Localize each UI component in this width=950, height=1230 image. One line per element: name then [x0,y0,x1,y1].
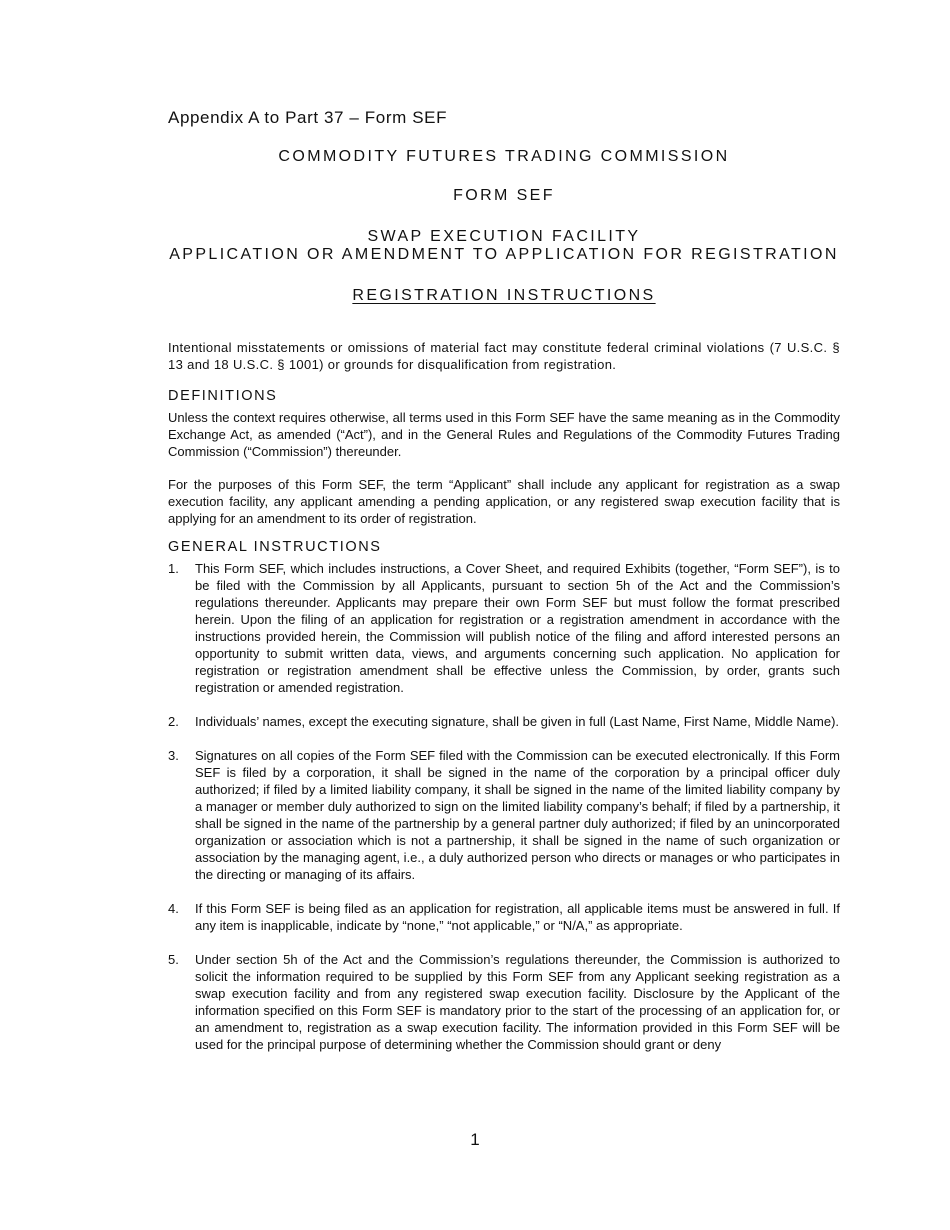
definitions-heading: DEFINITIONS [168,388,278,404]
warning-notice: Intentional misstatements or omissions of material fact may constitute federal criminal violations (7 U.S.C. § 13 and 18 U.S.C. § 1001) or grounds for disqualification from registration. [168,340,840,372]
list-item-number: 1. [168,561,179,576]
definitions-paragraph: For the purposes of this Form SEF, the term “Applicant” shall include any applicant for registration as a swap execution facility, any applicant amending a pending application, or any registered swap execution facility that is applying for an amendment to its order of registration. [168,477,840,526]
list-item [168,560,840,696]
list-item-number: 5. [168,952,179,967]
facility-title: SWAP EXECUTION FACILITY [367,228,641,245]
list-item-text: Signatures on all copies of the Form SEF filed with the Commission can be executed electronically. If this Form SEF is filed by a corporation, it shall be signed in the name of the corporation by a principal officer duly authorized; if filed by a limited liability company, it shall be signed in the name of the limited liability company by a manager or member duly authorized to sign on the limited liability company’s behalf; if filed by a partnership, it shall be signed in the name of the partnership by a general partner duly authorized; if filed by an unincorporated organization or association which is not a partnership, it shall be signed in the name of such organization or association by the managing agent, i.e., a duly authorized person who directs or manages or who participates in the directing or managing of its affairs. [195,748,840,882]
list-item-number: 2. [168,714,179,729]
list-item [168,747,840,883]
document-page [168,108,840,1070]
list-item-text: Under section 5h of the Act and the Commission’s regulations thereunder, the Commission is authorized to solicit the information required to be supplied by this Form SEF from any Applicant seeking registration as a swap execution facility and from any registered swap execution facility. Disclosure by the Applicant of the information specified on this Form SEF is mandatory prior to the start of the processing of an application for, or an amendment to, registration as a swap execution facility. The information provided in this Form SEF will be used for the principal purpose of determining whether the Commission should grant or deny [195,952,840,1052]
agency-name: COMMODITY FUTURES TRADING COMMISSION [278,148,730,165]
list-item [168,900,840,934]
form-name: FORM SEF [453,187,555,204]
list-item-number: 4. [168,901,179,916]
list-item [168,713,840,730]
list-item-number: 3. [168,748,179,763]
appendix-title: Appendix A to Part 37 – Form SEF [168,108,448,127]
list-item-text: If this Form SEF is being filed as an application for registration, all applicable items must be answered in full. If any item is inapplicable, indicate by “none,” “not applicable,” or “N/A,” as appropriate. [195,901,840,933]
general-instructions-heading: GENERAL INSTRUCTIONS [168,539,382,555]
registration-instructions-title: REGISTRATION INSTRUCTIONS [352,287,656,304]
list-item [168,951,840,1053]
definitions-paragraph: Unless the context requires otherwise, all terms used in this Form SEF have the same meaning as in the Commodity Exchange Act, as amended (“Act”), and in the General Rules and Regulations of the Commodity Futures Trading Commission (“Commission”) thereunder. [168,410,840,459]
list-item-text: Individuals’ names, except the executing signature, shall be given in full (Last Name, First Name, Middle Name). [195,714,840,729]
list-item-text: This Form SEF, which includes instructions, a Cover Sheet, and required Exhibits (together, “Form SEF”), is to be filed with the Commission by all Applicants, pursuant to section 5h of the Act and the Commission’s regulations thereunder. Applicants may prepare their own Form SEF but must follow the format prescribed herein. Upon the filing of an application for registration or a registration amendment in accordance with the instructions provided herein, the Commission will publish notice of the filing and afford interested persons an opportunity to submit written data, views, and arguments concerning such application. No application for registration or registration amendment shall be effective unless the Commission, by order, grants such registration or amended registration. [195,561,840,695]
page-number: 1 [470,1130,480,1149]
application-title: APPLICATION OR AMENDMENT TO APPLICATION FOR REGISTRATION [169,246,839,263]
general-instructions-list [168,560,840,1053]
